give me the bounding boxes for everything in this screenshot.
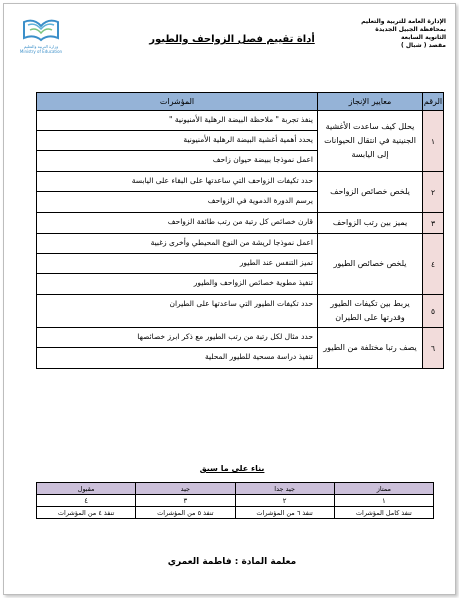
table-row <box>37 172 444 213</box>
row-indicators <box>37 172 318 213</box>
indicator-item: تميز التنفس عند الطيور <box>37 254 317 274</box>
row-indicators <box>37 111 318 172</box>
header-line: الثانوية السابعة <box>401 34 446 41</box>
indicator-item: حدد تكيفات الزواحف التي ساعدتها على البقاء على اليابسة <box>37 172 317 192</box>
table-row <box>37 295 444 328</box>
scale-description: تنفذ كامل المؤشرات <box>334 507 433 519</box>
header-indicators: المؤشرات <box>37 93 318 111</box>
scale-level: جيد <box>136 483 235 495</box>
row-number: ٤ <box>423 234 444 295</box>
table-row <box>37 234 444 295</box>
indicator-item: اعمل نموذجا لريشة من النوع المحيطي وأخرى زغبية <box>37 234 317 254</box>
indicator-item: يحدد أهمية أغشية البيضة الرهلية الأمنيونية <box>37 131 317 151</box>
scale-description: تنفذ ٦ من المؤشرات <box>235 507 334 519</box>
indicator-item: يرسم الدورة الدموية في الزواحف <box>207 196 313 205</box>
page-title: أداة تقييم فصل الزواحف والطيور <box>149 34 315 45</box>
row-number: ١ <box>423 111 444 172</box>
row-number: ٣ <box>423 213 444 234</box>
scale-title: بناء على ما سبق <box>199 464 265 473</box>
indicator-item: اعمل نموذجا ببيضة حيوان زاحف <box>212 155 313 164</box>
scale-level: مقبول <box>37 483 136 495</box>
indicator-item: قارن خصائص كل رتبة من رتب طائفة الزواحف <box>167 217 313 226</box>
row-indicators <box>37 234 318 295</box>
scale-score: ٣ <box>136 495 235 507</box>
assessment-table <box>36 92 444 369</box>
table-row <box>37 213 444 234</box>
scale-description: تنفذ ٤ من المؤشرات <box>37 507 136 519</box>
scale-level: ممتاز <box>334 483 433 495</box>
logo-subcaption: Ministry of Education <box>19 49 63 54</box>
table-row <box>37 111 444 172</box>
header-line: الإدارة العامة للتربية والتعليم <box>361 18 446 25</box>
row-indicators <box>37 213 318 234</box>
header-criteria: معايير الإنجاز <box>318 93 423 111</box>
header-line: بمحافظة الجبيل الجديدة <box>375 26 446 33</box>
teacher-signature-line: معلمة المادة : فاطمة العمري <box>167 557 297 567</box>
indicator-item: تنفيذ دراسة مسحية للطيور المحلية <box>204 352 313 361</box>
indicator-item: حدد تكيفات الطيور التي ساعدتها على الطيران <box>169 299 313 308</box>
row-criteria: يلخص خصائص الطيور <box>318 234 423 295</box>
indicator-item: ينفذ تجربة " ملاحظة البيضة الرهلية الأمنيونية " <box>37 111 317 131</box>
row-criteria: يصف رتبا مختلفة من الطيور <box>318 328 423 369</box>
header-num: الرقم <box>423 93 444 111</box>
scale-score: ١ <box>334 495 433 507</box>
table-row <box>37 328 444 369</box>
row-number: ٢ <box>423 172 444 213</box>
row-indicators <box>37 328 318 369</box>
row-criteria: يلخص خصائص الزواحف <box>318 172 423 213</box>
indicator-item: حدد مثال لكل رتبة من رتب الطيور مع ذكر ابرز خصائصها <box>37 328 317 348</box>
scale-level: جيد جدا <box>235 483 334 495</box>
row-number: ٦ <box>423 328 444 369</box>
row-criteria: يحلل كيف ساعدت الأغشية الجنينية في انتقال الحيوانات إلى اليابسة <box>318 111 423 172</box>
scale-score: ٤ <box>37 495 136 507</box>
row-indicators <box>37 295 318 328</box>
logo-caption: وزارة التربية والتعليم <box>23 44 59 49</box>
header-line: مقصد ( شبال ) <box>401 42 446 49</box>
row-number: ٥ <box>423 295 444 328</box>
row-criteria: يربط بين تكيفات الطيور وقدرتها على الطيران <box>318 295 423 328</box>
page-frame <box>3 3 456 595</box>
grading-scale-table <box>36 482 434 519</box>
document-page <box>12 12 452 590</box>
scale-score: ٢ <box>235 495 334 507</box>
scale-description: تنفذ ٥ من المؤشرات <box>136 507 235 519</box>
row-criteria: يميز بين رتب الزواحف <box>318 213 423 234</box>
indicator-item: تنفيذ مطوية خصائص الزواحف والطيور <box>193 278 313 287</box>
